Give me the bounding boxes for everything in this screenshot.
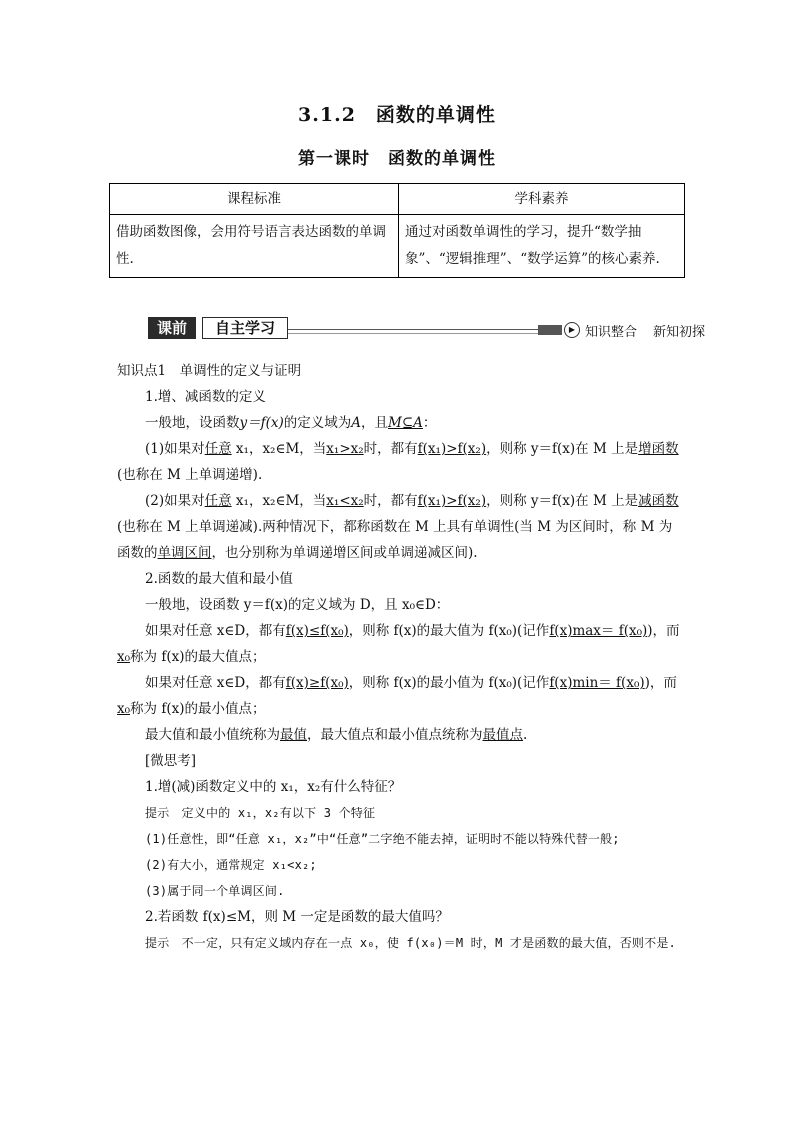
table-cell-literacy: 通过对函数单调性的学习，提升“数学抽象”、“逻辑推理”、“数学运算”的核心素养. xyxy=(399,215,685,278)
paragraph-domain: 一般地，设函数 y＝f(x)的定义域为 D，且 x₀∈D： xyxy=(145,597,450,613)
banner-divider-secondary xyxy=(288,333,538,334)
think-answer-1: 提示 定义中的 x₁，x₂有以下 3 个特征 xyxy=(145,806,376,820)
think-answer-1-item-1: (1)任意性，即“任意 x₁，x₂”中“任意”二字绝不能去掉，证明时不能以特殊代替一般; xyxy=(145,832,620,846)
table-header-standard: 课程标准 xyxy=(110,184,399,215)
think-answer-2: 提示 不一定，只有定义域内存在一点 x₀，使 f(x₀)＝M 时，M 才是函数的最大值，否则不是. xyxy=(145,936,676,950)
table-header-literacy: 学科素养 xyxy=(399,184,685,215)
banner-label-knowledge: 知识整合 xyxy=(585,325,638,340)
think-question-2: 2.若函数 f(x)≤M，则 M 一定是函数的最大值吗？ xyxy=(145,909,449,925)
paragraph-extremum: 最大值和最小值统称为最值，最大值点和最小值点统称为最值点. xyxy=(145,727,528,743)
think-question-1: 1.增(减)函数定义中的 x₁，x₂有什么特征？ xyxy=(145,779,402,795)
standards-table xyxy=(109,183,685,278)
paragraph-intro: 一般地，设函数y＝f(x)的定义域为A，且M⊆A： xyxy=(145,415,437,431)
lesson-subtitle: 第一课时 函数的单调性 xyxy=(298,149,496,169)
play-icon: ▶ xyxy=(564,322,580,338)
table-cell-standard: 借助函数图像，会用符号语言表达函数的单调性. xyxy=(110,215,399,278)
paragraph-minimum: 如果对任意 x∈D，都有f(x)≥f(x₀)，则称 f(x)的最小值为 f(x₀)(记作f(x)min＝ f(x₀))，而x₀称为 f(x)的最小值点； xyxy=(117,675,677,717)
banner-bar xyxy=(538,325,562,335)
content-body xyxy=(117,358,685,956)
banner-tag-self-study: 自主学习 xyxy=(202,317,288,339)
paragraph-increasing: (1)如果对任意 x₁，x₂∈M，当x₁>x₂时，都有f(x₁)>f(x₂)，则称 y＝f(x)在 M 上是增函数(也称在 M 上单调递增). xyxy=(117,441,679,483)
banner-divider xyxy=(288,329,538,330)
think-answer-1-item-3: (3)属于同一个单调区间. xyxy=(145,884,285,898)
paragraph-maximum: 如果对任意 x∈D，都有f(x)≤f(x₀)，则称 f(x)的最大值为 f(x₀)(记作f(x)max＝ f(x₀))，而x₀称为 f(x)的最大值点； xyxy=(117,623,680,665)
section-banner xyxy=(148,317,708,341)
subheading-max-min: 2.函数的最大值和最小值 xyxy=(145,571,293,587)
think-answer-1-item-2: (2)有大小，通常规定 x₁<x₂; xyxy=(145,858,317,872)
subheading-inc-dec: 1.增、减函数的定义 xyxy=(145,389,266,405)
paragraph-decreasing: (2)如果对任意 x₁，x₂∈M，当x₁<x₂时，都有f(x₁)>f(x₂)，则称 y＝f(x)在 M 上是减函数(也称在 M 上单调递减).两种情况下，都称函数在 M 上具有单调性(当 M 为区间时，称 M 为函数的单调区间，也分别称为单调递增区间或单调递减区间). xyxy=(117,493,679,561)
knowledge-point-heading: 知识点1 单调性的定义与证明 xyxy=(117,363,302,379)
think-heading: [微思考] xyxy=(145,753,197,769)
section-title: 3.1.2 函数的单调性 xyxy=(298,104,496,126)
banner-tag-before-class: 课前 xyxy=(148,317,196,339)
banner-label-new-knowledge: 新知初探 xyxy=(653,325,706,340)
